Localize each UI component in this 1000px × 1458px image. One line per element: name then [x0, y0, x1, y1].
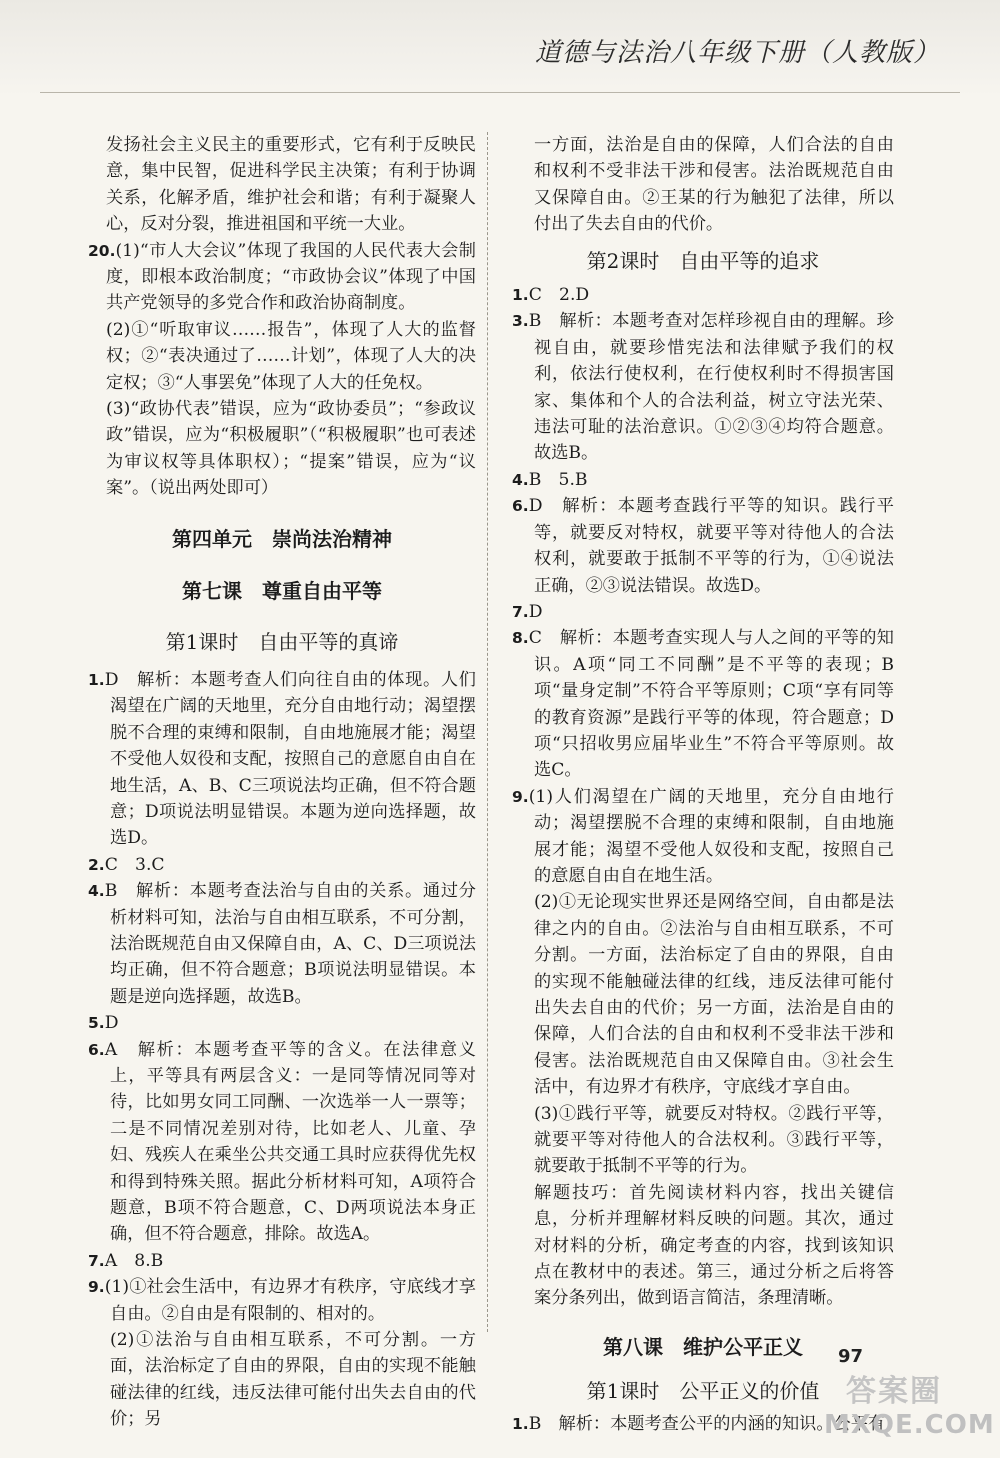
session-heading: 第1课时 自由平等的真谛 — [165, 629, 399, 654]
session-heading: 第1课时 公平正义的价值 — [586, 1379, 820, 1404]
answer-1: 1.B 解析：本题考查公平的内涵的知识。公平有 — [512, 1413, 886, 1434]
answer-8: 8.C 解析：本题考查实现人与人之间的平等的知识。A项“同工不同酬”是不平等的表现；B项“量身定制”不符合平等原则；C项“享有同等的教育资源”是践行平等的体现，符合题意；D项“只招收男应届毕业生”不符合平等原则。故选C。 — [512, 628, 894, 781]
session-heading: 第2课时 自由平等的追求 — [586, 248, 820, 273]
answer-9-tips: 解题技巧：首先阅读材料内容，找出关键信息，分析并理解材料反映的问题。其次，通过对材料的分析，确定考查的内容，找到该知识点在教材中的表述。第三，通过分析之后将答案分条列出，做到语言简洁，条理清晰。 — [534, 1182, 894, 1309]
watermark-logo — [820, 1366, 995, 1446]
answer-7-8: 7.A 8.B — [88, 1250, 164, 1271]
intro-continuation: 发扬社会主义民主的重要形式，它有利于反映民意，集中民智，促进科学民主决策；有利于协调关系，化解矛盾，维护社会和谐；有利于凝聚人心，反对分裂，推进祖国和平统一大业。 — [106, 135, 476, 235]
watermark-url: MXQE.COM — [824, 1410, 995, 1440]
answer-9-part2: (2)①无论现实世界还是网络空间，自由都是法律之内的自由。②法治与自由相互联系，不可分割。一方面，法治标定了自由的界限，自由的实现不能触碰法律的红线，违反法律可能付出失去自由的代价；另一方面，法治是自由的保障，人们合法的自由和权利不受非法干涉和侵害。法治既规范自由又保障自由。③社会生活中，有边界才有秩序，守底线才享自由。 — [534, 892, 894, 1098]
answer-1: 1.D 解析：本题考查人们向往自由的体现。人们渴望在广阔的天地里，充分自由地行动；渴望摆脱不合理的束缚和限制，自由地施展才能；渴望不受他人奴役和支配，按照自己的意愿自由自在地生活，A、B、C三项说法均正确，但不符合题意；D项说法明显错误。本题为逆向选择题，故选D。 — [88, 669, 476, 849]
answer-1-2: 1.C 2.D — [512, 285, 590, 306]
answer-5: 5.D — [88, 1013, 119, 1034]
answer-9-part1: 9.(1)①社会生活中，有边界才有秩序，守底线才享自由。②自由是有限制的、相对的。 — [88, 1277, 476, 1324]
answer-20-part1: 20.(1)“市人大会议”体现了我国的人民代表大会制度，即根本政治制度；“市政协会议”体现了中国共产党领导的多党合作和政治协商制度。 — [88, 240, 476, 314]
page-number: 97 — [838, 1346, 864, 1367]
watermark-logo-text: 答案圈 — [846, 1374, 942, 1409]
answer-number: 20. — [88, 241, 116, 260]
right-column — [512, 132, 894, 1437]
lesson-heading: 第七课 尊重自由平等 — [182, 579, 382, 604]
answer-6: 6.A 解析：本题考查平等的含义。在法律意义上，平等具有两层含义：一是同等情况同等对待，比如男女同工同酬、一次选举一人一票等；二是不同情况差别对待，比如老人、儿童、孕妇、残疾人在乘坐公共交通工具时应获得优先权和得到特殊关照。据此分析材料可知，A项符合题意，B项不符合题意，C、D两项说法本身正确，但不符合题意，排除。故选A。 — [88, 1039, 476, 1245]
right-continuation: 一方面，法治是自由的保障，人们合法的自由和权利不受非法干涉和侵害。法治既规范自由又保障自由。②王某的行为触犯了法律，所以付出了失去自由的代价。 — [534, 135, 894, 235]
answer-9-part2: (2)①法治与自由相互联系，不可分割。一方面，法治标定了自由的界限，自由的实现不能触碰法律的红线，违反法律可能付出失去自由的代价；另 — [110, 1330, 476, 1430]
lesson-heading: 第八课 维护公平正义 — [603, 1334, 803, 1359]
answer-7: 7.D — [512, 601, 543, 622]
header-divider — [40, 92, 960, 93]
column-divider — [487, 132, 488, 1332]
answer-6: 6.D 解析：本题考查践行平等的知识。践行平等，就要反对特权，就要平等对待他人的合法权利，就要敢于抵制不平等的行为，①④说法正确，②③说法错误。故选D。 — [512, 496, 894, 596]
unit-heading: 第四单元 崇尚法治精神 — [172, 526, 392, 551]
answer-2-3: 2.C 3.C — [88, 854, 165, 875]
answer-9-part1: 9.(1)人们渴望在广阔的天地里，充分自由地行动；渴望摆脱不合理的束缚和限制，自由地施展才能；渴望不受他人奴役和支配，按照自己的意愿自由自在地生活。 — [512, 786, 894, 886]
answer-4: 4.B 解析：本题考查法治与自由的关系。通过分析材料可知，法治与自由相互联系，不可分割，法治既规范自由又保障自由，A、C、D三项说法均正确，但不符合题意；B项说法明显错误。本题是逆向选择题，故选B。 — [88, 881, 476, 1007]
answer-20-part3: (3)“政协代表”错误，应为“政协委员”；“参政议政”错误，应为“积极履职”（“积极履职”也可表述为审议权等具体职权）；“提案”错误，应为“议案”。（说出两处即可） — [106, 399, 476, 499]
answer-9-part3: (3)①践行平等，就要反对特权。②践行平等，就要平等对待他人的合法权利。③践行平等，就要敢于抵制不平等的行为。 — [534, 1103, 894, 1177]
book-title: 道德与法治八年级下册（人教版） — [534, 38, 940, 68]
answer-3: 3.B 解析：本题考查对怎样珍视自由的理解。珍视自由，就要珍惜宪法和法律赋予我们的权利，依法行使权利，在行使权利时不得损害国家、集体和个人的合法利益，树立守法光荣、违法可耻的法治意识。①②③④均符合题意。故选B。 — [512, 311, 894, 464]
answer-4-5: 4.B 5.B — [512, 469, 588, 490]
left-column — [88, 132, 476, 1433]
answer-20-part2: (2)①“听取审议……报告”，体现了人大的监督权；②“表决通过了……计划”，体现了人大的决定权；③“人事罢免”体现了人大的任免权。 — [106, 319, 476, 393]
